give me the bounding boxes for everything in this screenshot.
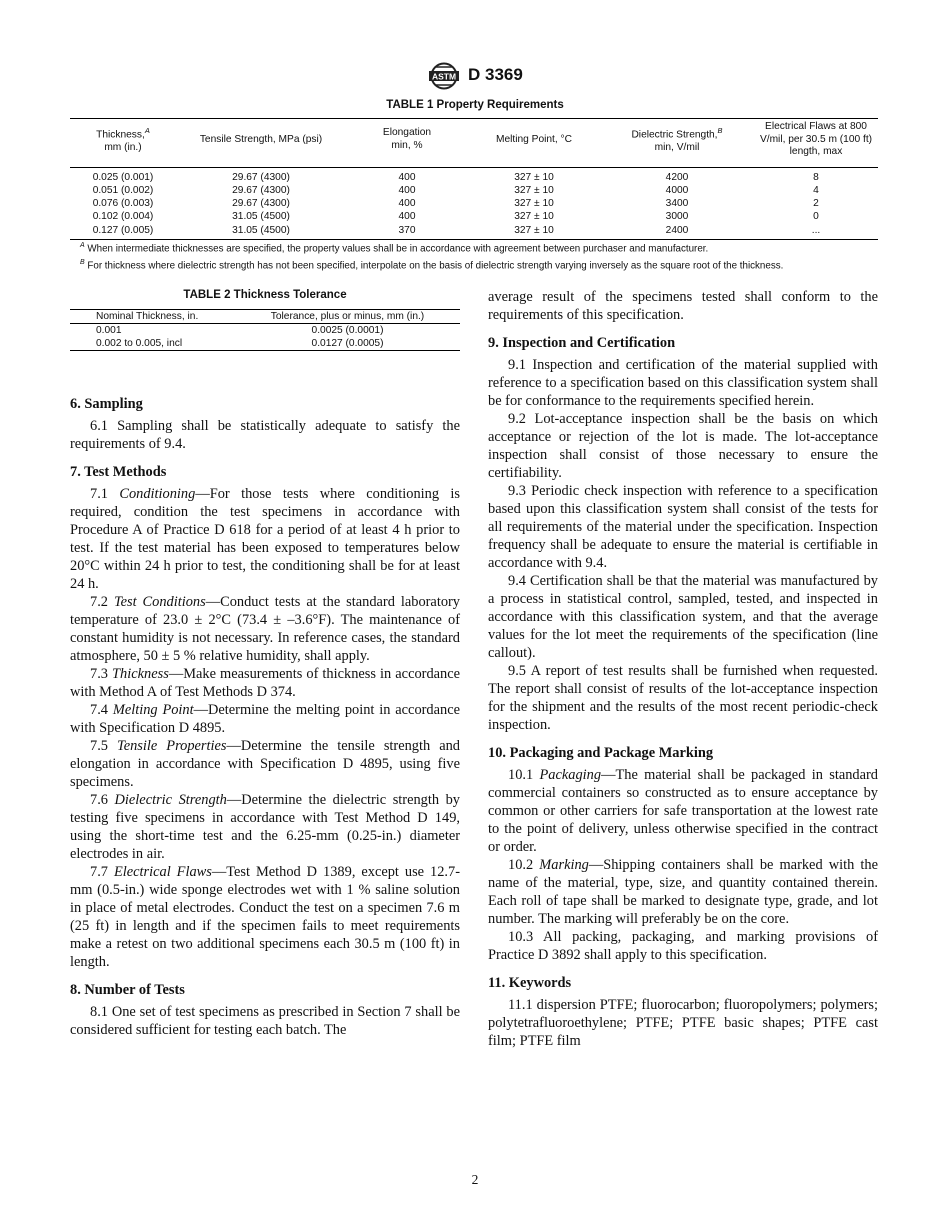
paragraph: 7.3 Thickness—Make measurements of thickness in accordance with Method A of Test Methods D 374. <box>70 666 460 700</box>
paragraph: 7.6 Dielectric Strength—Determine the dielectric strength by testing five specimens in accordance with Test Method D 149, using the short-time test and the 6.25-mm (0.25-in.) diameter electrodes in air. <box>70 792 460 862</box>
table-cell: 327 ± 10 <box>514 224 554 236</box>
table-cell: 0.076 (0.003) <box>92 198 154 210</box>
table-cell: 31.05 (4500) <box>232 211 290 223</box>
section-heading: 8. Number of Tests <box>70 982 185 998</box>
table-row <box>70 324 460 338</box>
paragraph: 7.4 Melting Point—Determine the melting point in accordance with Specification D 4895. <box>70 702 460 736</box>
table-row <box>70 197 878 210</box>
paragraph: 7.1 Conditioning—For those tests where conditioning is required, condition the test specimens in accordance with Procedure A of Practice D 618 for a period of at least 4 h prior to test. If the test material has been exposed to temperatures below 20°C within 24 h prior to test, the conditioning shall be for at least 24 h. <box>70 486 460 592</box>
table-cell: 0 <box>813 211 819 223</box>
footnote-a: $^A$ When intermediate thicknesses are specified, the property values shall be in accordance with agreement between purchaser and manufacturer. <box>80 242 709 255</box>
table1-title: TABLE 1 Property Requirements <box>386 99 564 111</box>
column-header: Tolerance, plus or minus, mm (in.) <box>270 311 425 322</box>
paragraph: 11.1 dispersion PTFE; fluorocarbon; fluoropolymers; polymers; polytetrafluoroethylene; PTFE; PTFE basic shapes; PTFE cast film; PTFE film <box>488 997 878 1049</box>
table-cell: 327 ± 10 <box>514 211 554 223</box>
table-row <box>70 224 878 240</box>
column-header: Nominal Thickness, in. <box>96 311 199 322</box>
table-cell: 370 <box>398 224 416 236</box>
table1-footnotes <box>70 239 878 274</box>
table-row <box>70 184 878 197</box>
table-cell: 31.05 (4500) <box>232 224 290 236</box>
section-heading: 6. Sampling <box>70 396 143 412</box>
paragraph: 7.2 Test Conditions—Conduct tests at the standard laboratory temperature of 23.0 ± 2°C (73.4 ± –3.6°F). The maintenance of constant humidity is not necessary. In reference cases, the standard atmosphere, 50 ± 5 % relative humidity, shall apply. <box>70 594 460 664</box>
table-cell: 29.67 (4300) <box>232 198 290 210</box>
table-cell: 3400 <box>665 198 689 210</box>
table-cell: 0.0127 (0.0005) <box>311 338 384 349</box>
footnote-b: $^B$ For thickness where dielectric strength has not been specified, interpolate on the basis of dielectric strength varying inversely as the square root of the thickness. <box>80 259 784 272</box>
left-column <box>70 395 460 1039</box>
column-header: Electrical Flaws at 800 V/mil, per 30.5 m (100 ft) length, max <box>759 121 873 158</box>
table-cell: 8 <box>813 171 819 183</box>
column-header: Melting Point, °C <box>496 133 572 145</box>
paragraph: 6.1 Sampling shall be statistically adequate to satisfy the requirements of 9.4. <box>70 418 460 452</box>
table-row <box>70 167 878 184</box>
column-header: Dielectric Strength,$^B$ min, V/mil <box>631 126 723 154</box>
table-cell: 400 <box>398 184 416 196</box>
table-cell: ... <box>811 224 821 236</box>
column-header: Elongation min, % <box>382 127 432 151</box>
paragraph: 9.3 Periodic check inspection with reference to a specification based upon this classification system shall consist of the tests for all requirements of the material under the specification. Inspection frequency shall be adequate to ensure the material is certifiable in accordance with 9.4. <box>488 483 878 571</box>
paragraph: 7.5 Tensile Properties—Determine the tensile strength and elongation in accordance with Specification D 4895, using five specimens. <box>70 738 460 790</box>
document-designation: D 3369 <box>468 65 523 84</box>
table-cell: 4200 <box>665 171 689 183</box>
table-row <box>70 337 460 351</box>
table-cell: 29.67 (4300) <box>232 184 290 196</box>
section-heading: 9. Inspection and Certification <box>488 335 676 351</box>
column-header: Thickness,$^A$ mm (in.) <box>96 126 150 154</box>
paragraph: 10.3 All packing, packaging, and marking provisions of Practice D 3892 shall apply to this specification. <box>488 929 878 963</box>
table-header-row <box>70 119 878 168</box>
column-header: Tensile Strength, MPa (psi) <box>199 133 323 145</box>
paragraph: 9.2 Lot-acceptance inspection shall be the basis on which acceptance or rejection of the lot is made. The lot-acceptance inspection shall consist of those necessary to ensure the certifiability. <box>488 411 878 481</box>
svg-text:ASTM: ASTM <box>431 71 457 82</box>
astm-logo-icon <box>426 62 462 90</box>
table-cell: 0.025 (0.001) <box>92 171 154 183</box>
paragraph: 10.2 Marking—Shipping containers shall be marked with the name of the material, type, size, and quantity contained therein. Each roll of tape shall be marked to designate type, grade, and lot number. The marking will preferably be on the core. <box>488 857 878 927</box>
table-cell: 400 <box>398 198 416 210</box>
right-column <box>488 288 878 1050</box>
thickness-tolerance-table <box>70 309 460 351</box>
table-cell: 0.127 (0.005) <box>92 224 154 236</box>
paragraph: 10.1 Packaging—The material shall be packaged in standard commercial containers so constructed as to ensure acceptance by common or other carriers for safe transportation at the lowest rate to the point of delivery, unless otherwise specified in the contract or order. <box>488 767 878 855</box>
table-cell: 29.67 (4300) <box>232 171 290 183</box>
paragraph: 9.1 Inspection and certification of the material supplied with reference to a specification based on this classification system shall be for conformance to the requirements specified herein. <box>488 357 878 409</box>
property-requirements-table <box>70 118 878 240</box>
table-cell: 3000 <box>665 211 689 223</box>
table-cell: 0.102 (0.004) <box>92 211 154 223</box>
table-cell: 0.051 (0.002) <box>92 184 154 196</box>
table-cell: 400 <box>398 171 416 183</box>
table-header-row <box>70 310 460 324</box>
section-heading: 7. Test Methods <box>70 464 167 480</box>
paragraph-continuation: average result of the specimens tested shall conform to the requirements of this specification. <box>488 289 878 323</box>
page-header <box>0 62 950 92</box>
paragraph: 9.4 Certification shall be that the material was manufactured by a process in statistical control, sampled, tested, and inspected in accordance with this classification system, and that the average values for the lot meet the requirements of the specification (line callout). <box>488 573 878 661</box>
section-heading: 10. Packaging and Package Marking <box>488 745 714 761</box>
table-cell: 327 ± 10 <box>514 184 554 196</box>
table-cell: 2 <box>813 198 819 210</box>
paragraph: 8.1 One set of test specimens as prescribed in Section 7 shall be considered sufficient for testing each batch. The <box>70 1004 460 1038</box>
table-cell: 400 <box>398 211 416 223</box>
table-cell: 4 <box>813 184 819 196</box>
table-row <box>70 210 878 223</box>
table-cell: 0.002 to 0.005, incl <box>96 338 183 349</box>
table-cell: 0.0025 (0.0001) <box>311 325 384 336</box>
page-number: 2 <box>471 1172 479 1187</box>
table-cell: 327 ± 10 <box>514 171 554 183</box>
table-cell: 4000 <box>665 184 689 196</box>
table-cell: 2400 <box>665 224 689 236</box>
table-cell: 0.001 <box>96 325 122 336</box>
paragraph: 9.5 A report of test results shall be furnished when requested. The report shall consist of results of the lot-acceptance inspection for the shipment and the results of the most recent periodic-check inspection. <box>488 663 878 733</box>
table-cell: 327 ± 10 <box>514 198 554 210</box>
table2-title: TABLE 2 Thickness Tolerance <box>183 289 347 301</box>
section-heading: 11. Keywords <box>488 975 572 991</box>
paragraph: 7.7 Electrical Flaws—Test Method D 1389, except use 12.7-mm (0.5-in.) wide sponge electrodes wet with 1 % saline solution in place of metal electrodes. Conduct the test on a specimen 7.6 m (25 ft) in length and if the specimen fails to meet requirements make a retest on two additional specimens each 30.5 m (100 ft) in length. <box>70 864 460 970</box>
